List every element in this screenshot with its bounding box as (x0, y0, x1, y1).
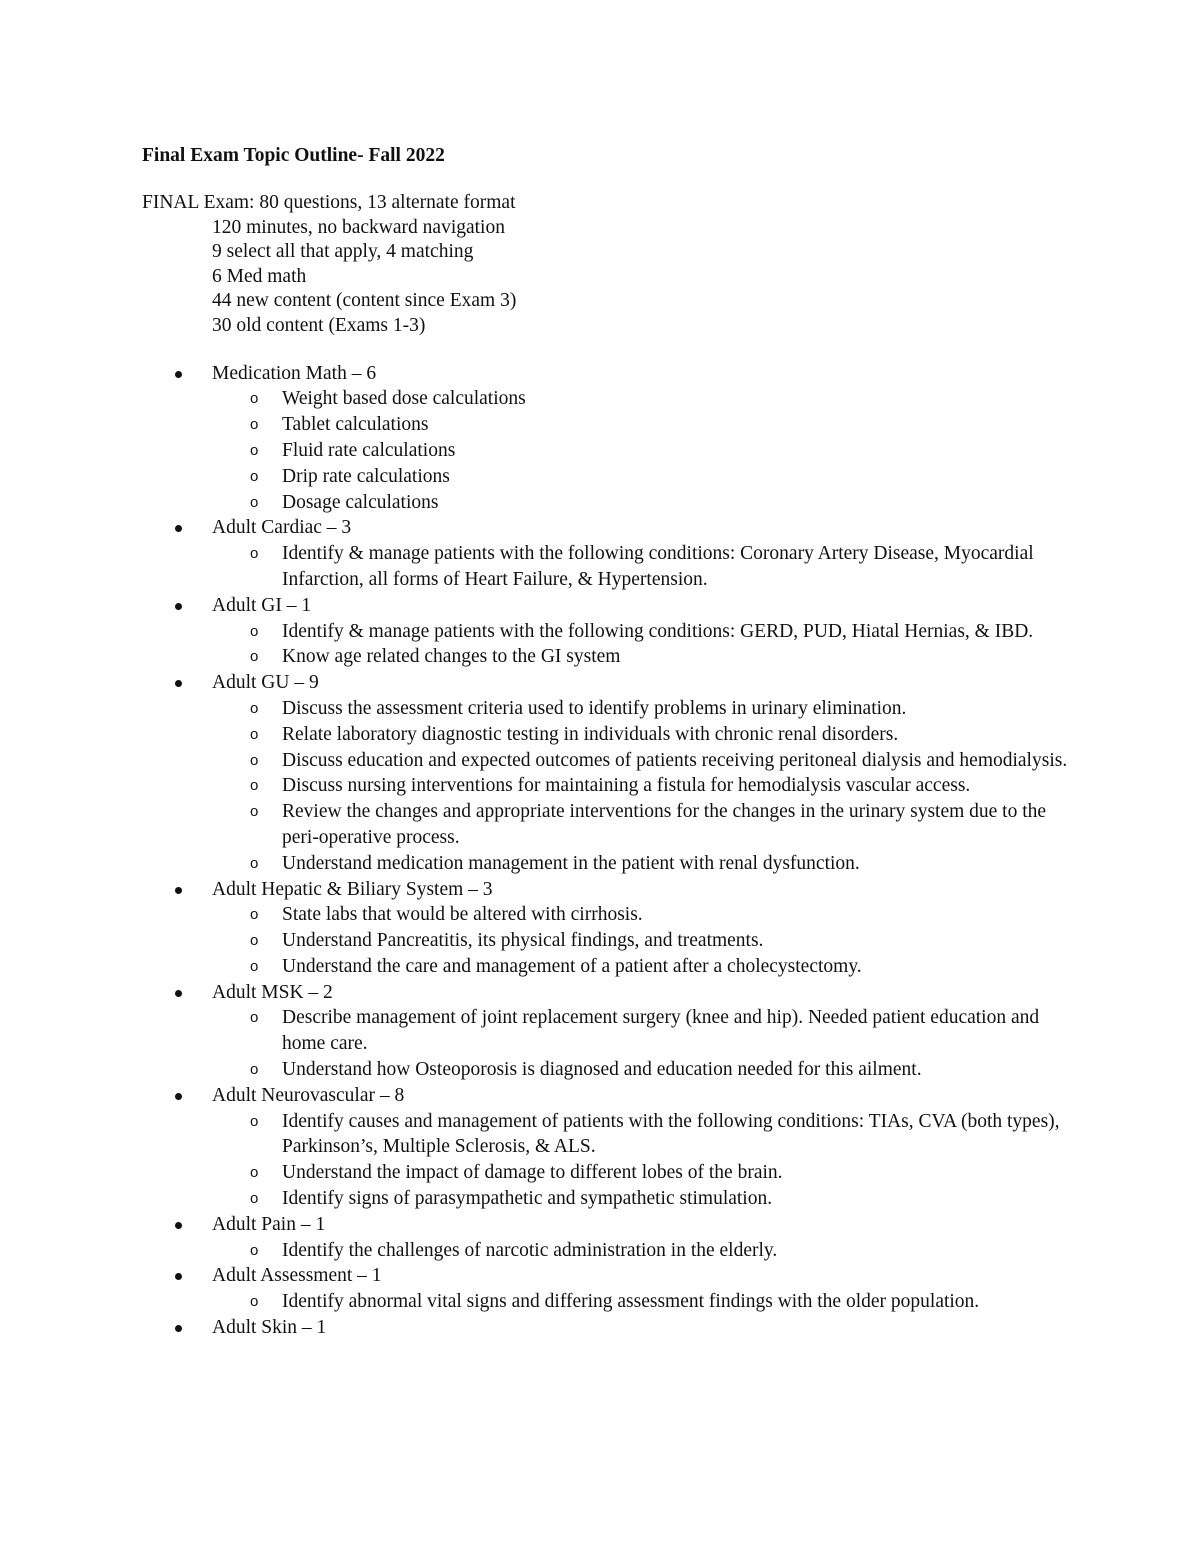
subtopic-item (212, 722, 1072, 748)
bullet-icon (175, 1093, 182, 1100)
subtopic-text: Identify & manage patients with the following conditions: GERD, PUD, Hiatal Hernias, & IBD. (282, 620, 1034, 642)
subtopic-item (212, 1057, 1072, 1083)
subtopic-item (212, 1109, 1072, 1161)
circle-bullet-icon: o (250, 545, 259, 563)
circle-bullet-icon: o (250, 622, 259, 640)
subtopic-item (212, 851, 1072, 877)
subtopic-list (212, 1005, 1072, 1082)
subtopic-item (212, 1289, 1072, 1315)
subtopic-text: Identify abnormal vital signs and differing assessment findings with the older population. (282, 1291, 980, 1313)
circle-bullet-icon: o (250, 777, 259, 795)
subtopic-item (212, 412, 1072, 438)
exam-summary-line: 120 minutes, no backward navigation (212, 216, 505, 238)
subtopic-text: Identify the challenges of narcotic administration in the elderly. (282, 1239, 778, 1261)
subtopic-text: Understand the care and management of a patient after a cholecystectomy. (282, 955, 862, 977)
subtopic-item (212, 902, 1072, 928)
subtopic-text: Understand medication management in the patient with renal dysfunction. (282, 852, 860, 874)
subtopic-text: Understand how Osteoporosis is diagnosed and education needed for this ailment. (282, 1059, 922, 1081)
circle-bullet-icon: o (250, 957, 259, 975)
subtopic-item (212, 438, 1072, 464)
exam-summary-line: 6 Med math (212, 265, 307, 287)
topic-item (142, 877, 1072, 980)
topic-label: Adult Hepatic & Biliary System – 3 (212, 878, 493, 900)
subtopic-item (212, 644, 1072, 670)
subtopic-item (212, 386, 1072, 412)
circle-bullet-icon: o (250, 390, 259, 408)
subtopic-item (212, 696, 1072, 722)
circle-bullet-icon: o (250, 493, 259, 511)
subtopic-item (212, 928, 1072, 954)
bullet-icon (175, 887, 182, 894)
topic-list (142, 361, 1072, 1341)
subtopic-text: Relate laboratory diagnostic testing in individuals with chronic renal disorders. (282, 723, 899, 745)
subtopic-item (212, 954, 1072, 980)
subtopic-text: State labs that would be altered with cirrhosis. (282, 904, 643, 926)
subtopic-item (212, 1238, 1072, 1264)
circle-bullet-icon: o (250, 467, 259, 485)
circle-bullet-icon: o (250, 1112, 259, 1130)
circle-bullet-icon: o (250, 1061, 259, 1079)
subtopic-item (212, 748, 1072, 774)
subtopic-text: Identify & manage patients with the following conditions: Coronary Artery Disease, Myocardial Infarction, all forms of Heart Failure, & Hypertension. (282, 543, 1034, 590)
subtopic-list (212, 1238, 1072, 1264)
subtopic-text: Discuss the assessment criteria used to identify problems in urinary elimination. (282, 697, 907, 719)
circle-bullet-icon: o (250, 751, 259, 769)
subtopic-item (212, 619, 1072, 645)
circle-bullet-icon: o (250, 1190, 259, 1208)
bullet-icon (175, 680, 182, 687)
exam-summary-line: 30 old content (Exams 1-3) (212, 314, 426, 336)
bullet-icon (175, 1273, 182, 1280)
topic-item (142, 1083, 1072, 1212)
subtopic-item (212, 1005, 1072, 1057)
subtopic-list (212, 902, 1072, 979)
circle-bullet-icon: o (250, 441, 259, 459)
exam-summary-lead: FINAL Exam: 80 questions, 13 alternate format (142, 192, 516, 213)
document-title: Final Exam Topic Outline- Fall 2022 (142, 145, 445, 166)
subtopic-text: Understand the impact of damage to different lobes of the brain. (282, 1162, 783, 1184)
topic-label: Adult GU – 9 (212, 672, 319, 694)
bullet-icon (175, 371, 182, 378)
subtopic-text: Understand Pancreatitis, its physical findings, and treatments. (282, 930, 764, 952)
subtopic-text: Describe management of joint replacement surgery (knee and hip). Needed patient education and home care. (282, 1007, 1040, 1055)
subtopic-item (212, 799, 1072, 851)
circle-bullet-icon: o (250, 699, 259, 717)
subtopic-item (212, 464, 1072, 490)
topic-label: Adult Pain – 1 (212, 1213, 326, 1235)
topic-item (142, 1263, 1072, 1315)
bullet-icon (175, 525, 182, 532)
bullet-icon (175, 1325, 182, 1332)
subtopic-list (212, 619, 1072, 671)
circle-bullet-icon: o (250, 416, 259, 434)
subtopic-text: Discuss education and expected outcomes of patients receiving peritoneal dialysis and hemodialysis. (282, 749, 1068, 771)
exam-summary-line: 44 new content (content since Exam 3) (212, 290, 517, 312)
bullet-icon (175, 1222, 182, 1229)
topic-label: Adult Skin – 1 (212, 1317, 327, 1339)
subtopic-text: Dosage calculations (282, 491, 439, 513)
subtopic-text: Drip rate calculations (282, 465, 450, 487)
bullet-icon (175, 603, 182, 610)
subtopic-item (212, 1160, 1072, 1186)
circle-bullet-icon: o (250, 1164, 259, 1182)
subtopic-text: Fluid rate calculations (282, 439, 456, 461)
document-body (142, 143, 1072, 1341)
subtopic-text: Tablet calculations (282, 414, 429, 436)
topic-label: Medication Math – 6 (212, 362, 377, 384)
circle-bullet-icon: o (250, 854, 259, 872)
subtopic-list (212, 696, 1072, 877)
exam-summary-details (142, 216, 1072, 339)
subtopic-item (212, 773, 1072, 799)
subtopic-list (212, 1109, 1072, 1212)
topic-item (142, 1315, 1072, 1341)
topic-item (142, 593, 1072, 670)
subtopic-list (212, 1289, 1072, 1315)
topic-item (142, 1212, 1072, 1264)
circle-bullet-icon: o (250, 648, 259, 666)
subtopic-text: Know age related changes to the GI system (282, 646, 621, 668)
circle-bullet-icon: o (250, 906, 259, 924)
topic-item (142, 361, 1072, 516)
subtopic-item (212, 541, 1072, 593)
topic-label: Adult Neurovascular – 8 (212, 1084, 405, 1106)
topic-label: Adult GI – 1 (212, 594, 312, 616)
subtopic-item (212, 490, 1072, 516)
subtopic-text: Discuss nursing interventions for maintaining a fistula for hemodialysis vascular access. (282, 775, 971, 797)
circle-bullet-icon: o (250, 803, 259, 821)
circle-bullet-icon: o (250, 1009, 259, 1027)
topic-label: Adult Cardiac – 3 (212, 517, 352, 539)
subtopic-text: Review the changes and appropriate interventions for the changes in the urinary system due to the peri-operative process. (282, 801, 1047, 848)
topic-item (142, 515, 1072, 592)
bullet-icon (175, 990, 182, 997)
circle-bullet-icon: o (250, 1241, 259, 1259)
topic-label: Adult MSK – 2 (212, 981, 333, 1003)
topic-item (142, 980, 1072, 1083)
circle-bullet-icon: o (250, 932, 259, 950)
exam-summary (142, 191, 1072, 339)
subtopic-list (212, 386, 1072, 515)
subtopic-item (212, 1186, 1072, 1212)
subtopic-text: Weight based dose calculations (282, 388, 526, 410)
topic-item (142, 670, 1072, 876)
circle-bullet-icon: o (250, 725, 259, 743)
subtopic-text: Identify signs of parasympathetic and sympathetic stimulation. (282, 1188, 773, 1210)
exam-summary-line: 9 select all that apply, 4 matching (212, 241, 474, 263)
subtopic-list (212, 541, 1072, 593)
subtopic-text: Identify causes and management of patients with the following conditions: TIAs, CVA (both types), Parkinson’s, Multiple Sclerosis, & ALS. (282, 1110, 1060, 1158)
circle-bullet-icon: o (250, 1293, 259, 1311)
topic-label: Adult Assessment – 1 (212, 1265, 382, 1287)
